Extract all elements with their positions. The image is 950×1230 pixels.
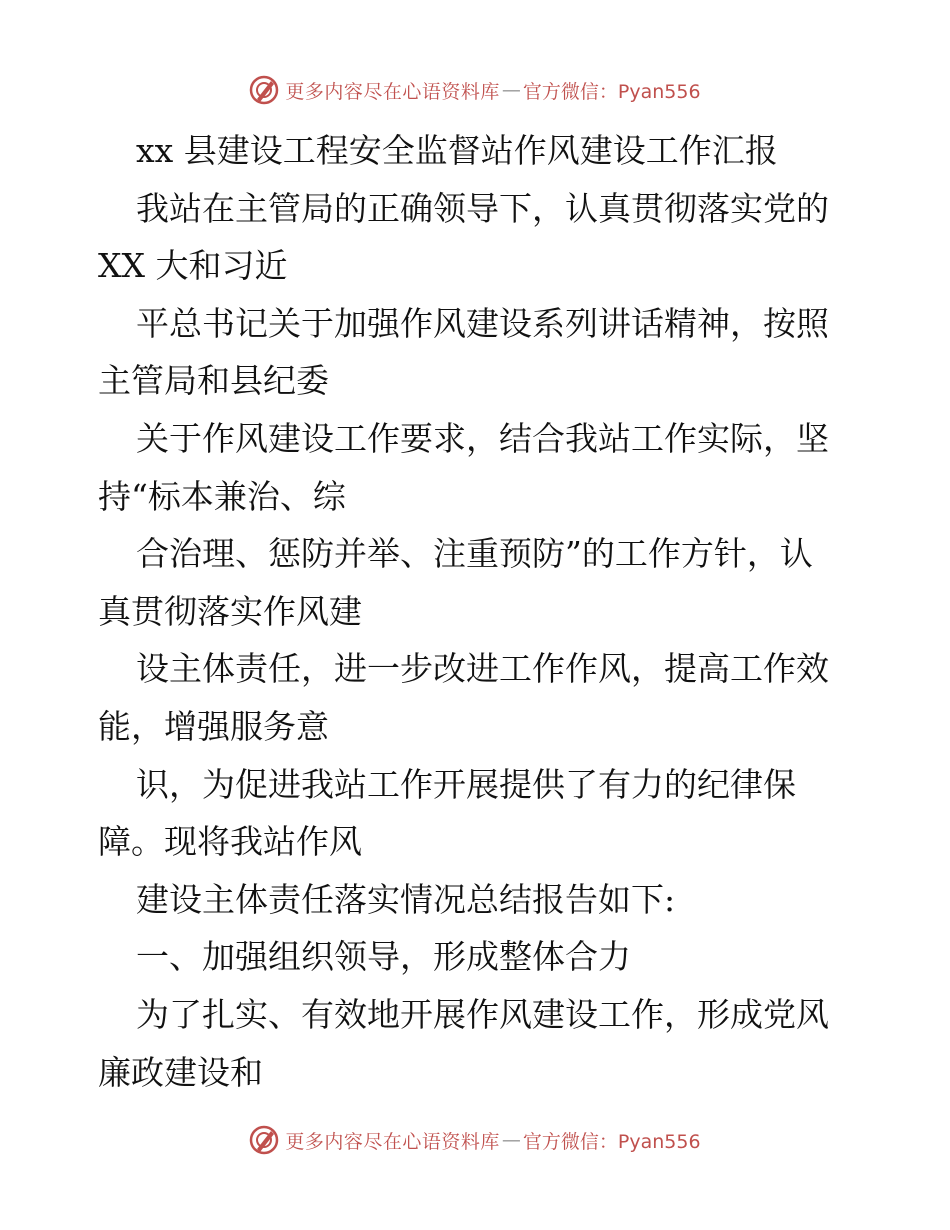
text-line: 真贯彻落实作风建 — [98, 591, 362, 631]
text-line: 平总书记关于加强作风建设系列讲话精神，按照 — [136, 303, 829, 343]
watermark-footer — [0, 1120, 950, 1160]
watermark-separator: — — [501, 1129, 521, 1151]
text-line: 一、加强组织领导，形成整体合力 — [136, 937, 631, 977]
watermark-text: 更多内容尽在心语资料库 — [285, 1130, 500, 1153]
text-line: 设主体责任，进一步改进工作作风，提高工作效 — [136, 649, 829, 689]
watermark-account: 官方微信：Pyan556 — [522, 80, 701, 103]
text-line: xx 县建设工程安全监督站作风建设工作汇报 — [136, 131, 778, 170]
text-line: 我站在主管局的正确领导下，认真贯彻落实党的 — [136, 188, 829, 228]
text-line: 持“标本兼治、综 — [98, 476, 346, 516]
watermark-separator: — — [501, 79, 521, 101]
text-line: 识，为促进我站工作开展提供了有力的纪律保 — [136, 764, 796, 804]
watermark-text: 更多内容尽在心语资料库 — [285, 80, 500, 103]
text-line: 关于作风建设工作要求，结合我站工作实际，坚 — [136, 418, 829, 458]
text-line: 能，增强服务意 — [98, 706, 329, 746]
text-line: XX 大和习近 — [98, 246, 288, 286]
watermark-account: 官方微信：Pyan556 — [522, 1130, 701, 1153]
watermark-header — [0, 70, 950, 110]
text-line: 建设主体责任落实情况总结报告如下: — [136, 879, 676, 919]
document-body — [98, 122, 858, 1101]
text-line: 主管局和县纪委 — [98, 361, 329, 401]
pen-logo-icon — [249, 1125, 279, 1155]
pen-logo-icon — [249, 75, 279, 105]
text-line: 障。现将我站作风 — [98, 822, 362, 862]
text-line: 合治理、惩防并举、注重预防”的工作方针，认 — [136, 534, 813, 574]
text-line: 为了扎实、有效地开展作风建设工作，形成党风 — [136, 994, 829, 1034]
text-line: 廉政建设和 — [98, 1052, 263, 1092]
